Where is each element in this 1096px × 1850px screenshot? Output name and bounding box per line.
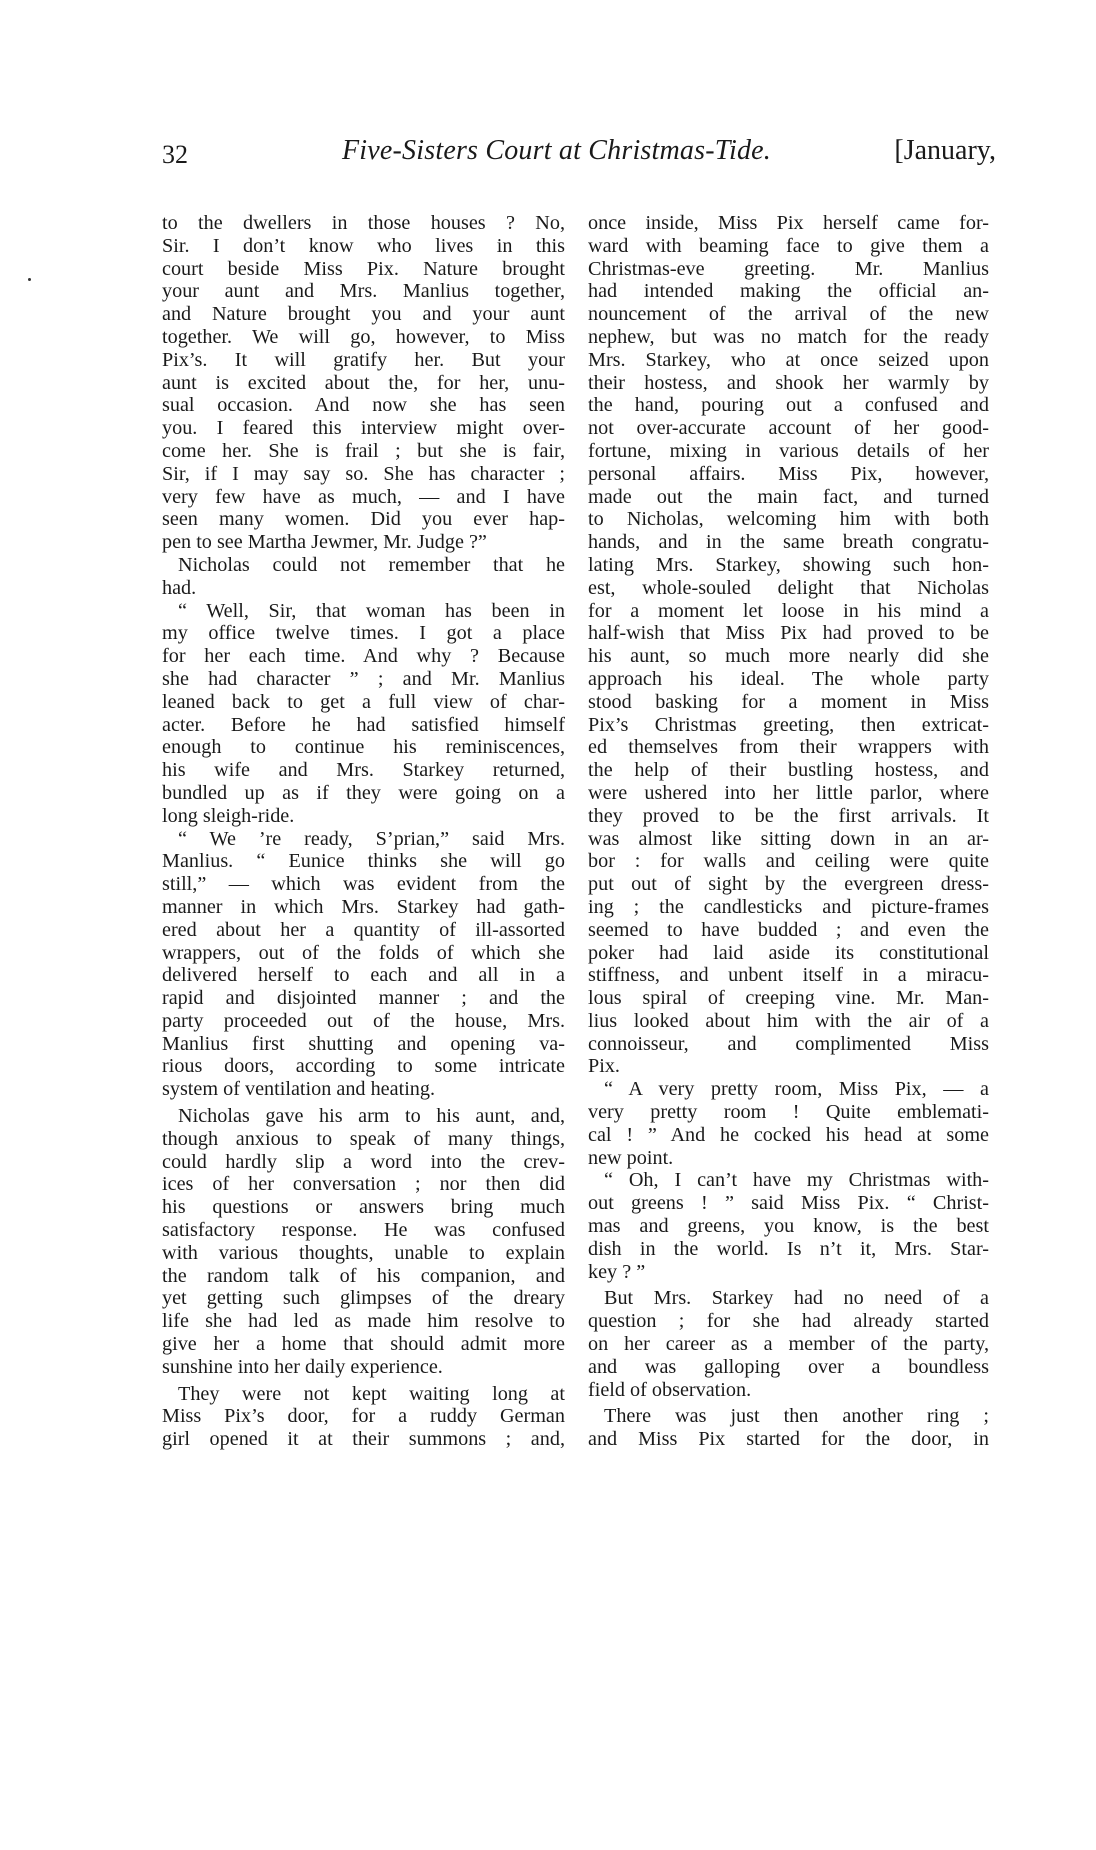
text-line: [588, 463, 989, 486]
text-line: [588, 577, 989, 600]
text-line: [162, 1196, 565, 1219]
text-line: [162, 554, 565, 577]
text-line: [588, 1356, 989, 1379]
text-line: [588, 1055, 989, 1078]
text-line-content: had intended making the official an-: [588, 280, 989, 303]
text-line-content: my office twelve times. I got a place: [162, 622, 565, 645]
text-line: [588, 531, 989, 554]
text-line: [588, 440, 989, 463]
text-line: [162, 394, 565, 417]
text-line: [162, 258, 565, 281]
text-line: [588, 987, 989, 1010]
text-line-content: for a moment let loose in his mind a: [588, 599, 989, 622]
text-line: [162, 600, 565, 623]
text-line-content: nouncement of the arrival of the new: [588, 303, 989, 326]
text-line: [162, 1428, 565, 1451]
text-line: [588, 554, 989, 577]
text-line-content: manner in which Mrs. Starkey had gath-: [162, 895, 565, 918]
text-line-content: and Miss Pix started for the door, in: [588, 1428, 989, 1451]
text-line-content: new point.: [588, 1146, 674, 1169]
text-line: [588, 919, 989, 942]
text-line-content: ward with beaming face to give them a: [588, 234, 989, 257]
text-line: [588, 1169, 989, 1192]
text-line-content: field of observation.: [588, 1378, 752, 1401]
text-line-content: stiffness, and unbent itself in a miracu-: [588, 964, 989, 987]
text-line-content: But Mrs. Starkey had no need of a: [604, 1287, 989, 1310]
text-line-content: rious doors, according to some intricate: [162, 1055, 565, 1078]
text-line: [588, 1428, 989, 1451]
text-line-content: seemed to have budded ; and even the: [588, 918, 989, 941]
text-line-content: personal affairs. Miss Pix, however,: [588, 462, 989, 485]
text-line: [162, 508, 565, 531]
text-line: [162, 782, 565, 805]
text-column-left: [162, 212, 565, 1451]
text-line-content: ing ; the candlesticks and picture-frames: [588, 895, 989, 918]
text-line: [588, 280, 989, 303]
text-line-content: life she had led as made him resolve to: [162, 1310, 565, 1333]
text-line-content: long sleigh-ride.: [162, 804, 295, 827]
text-line: [162, 1405, 565, 1428]
text-line-content: connoisseur, and complimented Miss: [588, 1032, 989, 1055]
text-line: [162, 1356, 565, 1379]
text-line: [162, 1033, 565, 1056]
text-line-content: though anxious to speak of many things,: [162, 1127, 565, 1150]
text-line: [162, 668, 565, 691]
text-line: [588, 1124, 989, 1147]
text-line-content: system of ventilation and heating.: [162, 1078, 436, 1101]
text-line-content: Miss Pix’s door, for a ruddy German: [162, 1405, 565, 1428]
text-line-content: come her. She is frail ; but she is fair,: [162, 439, 565, 462]
text-line: [588, 1101, 989, 1124]
text-line: [588, 303, 989, 326]
text-line-content: ered about her a quantity of ill-assorted: [162, 918, 565, 941]
text-line: [588, 805, 989, 828]
text-line-content: lating Mrs. Starkey, showing such hon-: [588, 553, 989, 576]
text-line-content: leaned back to get a full view of char-: [162, 690, 565, 713]
text-line: [162, 1383, 565, 1406]
text-line: [588, 1010, 989, 1033]
text-line: [162, 531, 565, 554]
text-line-content: girl opened it at their summons ; and,: [162, 1428, 565, 1451]
text-line: [588, 828, 989, 851]
text-line-content: put out of sight by the evergreen dress-: [588, 873, 989, 896]
text-line: [588, 1379, 989, 1402]
text-line: [162, 1078, 565, 1101]
text-line: [162, 1219, 565, 1242]
text-line-content: Nicholas could not remember that he: [178, 553, 565, 576]
text-line: [588, 1333, 989, 1356]
text-line-content: satisfactory response. He was confused: [162, 1219, 565, 1242]
text-line: [162, 964, 565, 987]
text-line-content: very pretty room ! Quite emblemati-: [588, 1101, 989, 1124]
text-line-content: mas and greens, you know, is the best: [588, 1215, 989, 1238]
text-line: [162, 622, 565, 645]
text-line: [588, 212, 989, 235]
text-line-content: ed themselves from their wrappers with: [588, 736, 989, 759]
text-line-content: Pix’s. It will gratify her. But your: [162, 348, 565, 371]
text-line: [162, 691, 565, 714]
text-line: [162, 759, 565, 782]
running-month: [January,: [894, 135, 996, 166]
text-line-content: They were not kept waiting long at: [178, 1382, 565, 1405]
scan-speck: [28, 278, 31, 281]
text-line-content: dish in the world. Is n’t it, Mrs. Star-: [588, 1237, 989, 1260]
text-line-content: the help of their bustling hostess, and: [588, 759, 989, 782]
running-title: Five-Sisters Court at Christmas-Tide.: [342, 135, 771, 166]
text-line-content: nephew, but was no match for the ready: [588, 325, 989, 348]
text-line-content: half-wish that Miss Pix had proved to be: [588, 622, 989, 645]
text-line: [588, 1033, 989, 1056]
text-line: [588, 691, 989, 714]
text-line: [162, 280, 565, 303]
text-line-content: pen to see Martha Jewmer, Mr. Judge ?”: [162, 531, 487, 554]
text-line-content: his aunt, so much more nearly did she: [588, 645, 989, 668]
text-line: [162, 896, 565, 919]
text-line-content: not over-accurate account of her good-: [588, 417, 989, 440]
text-line-content: very few have as much, — and I have: [162, 485, 565, 508]
text-line-content: to Nicholas, welcoming him with both: [588, 508, 989, 531]
text-line: [588, 1261, 989, 1284]
text-line-content: Manlius. “ Eunice thinks she will go: [162, 850, 565, 873]
text-line: [588, 326, 989, 349]
text-line-content: enough to continue his reminiscences,: [162, 736, 565, 759]
text-line-content: Pix.: [588, 1055, 620, 1078]
text-line-content: question ; for she had already started: [588, 1310, 989, 1333]
text-line: [588, 645, 989, 668]
text-line: [588, 258, 989, 281]
text-line-content: for her each time. And why ? Because: [162, 645, 565, 668]
text-line: [162, 919, 565, 942]
text-line-content: his questions or answers bring much: [162, 1196, 565, 1219]
text-line-content: Mrs. Starkey, who at once seized upon: [588, 348, 989, 371]
text-line: [588, 759, 989, 782]
text-line: [588, 486, 989, 509]
text-line-content: and Nature brought you and your aunt: [162, 303, 565, 326]
text-line-content: acter. Before he had satisfied himself: [162, 713, 565, 736]
text-line-content: delivered herself to each and all in a: [162, 964, 565, 987]
text-line-content: give her a home that should admit more: [162, 1333, 565, 1356]
text-line-content: the random talk of his companion, and: [162, 1264, 565, 1287]
text-line: [162, 463, 565, 486]
text-line-content: Manlius first shutting and opening va-: [162, 1032, 565, 1055]
text-line-content: “ Oh, I can’t have my Christmas with-: [604, 1169, 989, 1192]
text-line-content: and was galloping over a boundless: [588, 1355, 989, 1378]
text-line-content: hands, and in the same breath congratu-: [588, 531, 989, 554]
text-line-content: seen many women. Did you ever hap-: [162, 508, 565, 531]
text-line-content: on her career as a member of the party,: [588, 1333, 989, 1356]
text-line-content: bor : for walls and ceiling were quite: [588, 850, 989, 873]
text-line-content: aunt is excited about the, for her, unu-: [162, 371, 565, 394]
text-line-content: There was just then another ring ;: [604, 1405, 989, 1428]
text-line: [588, 349, 989, 372]
text-line: [162, 212, 565, 235]
text-line-content: “ We ’re ready, S’prian,” said Mrs.: [178, 827, 565, 850]
text-line: [162, 1242, 565, 1265]
text-line-content: key ? ”: [588, 1260, 646, 1283]
text-line-content: together. We will go, however, to Miss: [162, 325, 565, 348]
text-line-content: still,” — which was evident from the: [162, 873, 565, 896]
text-line-content: you. I feared this interview might over-: [162, 417, 565, 440]
text-line-content: were ushered into her little parlor, where: [588, 781, 989, 804]
text-line-content: his wife and Mrs. Starkey returned,: [162, 759, 565, 782]
text-line: [162, 1173, 565, 1196]
text-line: [162, 645, 565, 668]
text-line: [588, 714, 989, 737]
text-line-content: stood basking for a moment in Miss: [588, 690, 989, 713]
text-line-content: lous spiral of creeping vine. Mr. Man-: [588, 987, 989, 1010]
text-line-content: Pix’s Christmas greeting, then extricat-: [588, 713, 989, 736]
text-line-content: she had character ” ; and Mr. Manlius: [162, 667, 565, 690]
text-line-content: ices of her conversation ; nor then did: [162, 1173, 565, 1196]
text-line-content: bundled up as if they were going on a: [162, 781, 565, 804]
text-line-content: party proceeded out of the house, Mrs.: [162, 1009, 565, 1032]
text-line: [588, 235, 989, 258]
text-line: [162, 873, 565, 896]
text-line: [162, 349, 565, 372]
page-number: 32: [162, 140, 188, 169]
text-line-content: out greens ! ” said Miss Pix. “ Christ-: [588, 1192, 989, 1215]
text-line: [588, 600, 989, 623]
running-head: [160, 132, 996, 176]
text-line: [162, 1287, 565, 1310]
text-line-content: “ Well, Sir, that woman has been in: [178, 599, 565, 622]
text-line: [162, 1128, 565, 1151]
text-line-content: “ A very pretty room, Miss Pix, — a: [604, 1078, 989, 1101]
text-line: [162, 850, 565, 873]
text-line: [588, 736, 989, 759]
text-line-content: Sir, if I may say so. She has character ;: [162, 462, 565, 485]
text-line: [588, 782, 989, 805]
text-line: [588, 1192, 989, 1215]
text-line: [162, 1105, 565, 1128]
text-line: [162, 828, 565, 851]
text-line: [162, 1151, 565, 1174]
text-line: [588, 394, 989, 417]
text-line-content: was almost like sitting down in an ar-: [588, 827, 989, 850]
text-line-content: once inside, Miss Pix herself came for-: [588, 212, 989, 234]
text-line-content: approach his ideal. The whole party: [588, 667, 989, 690]
text-line-content: cal ! ” And he cocked his head at some: [588, 1123, 989, 1146]
text-line: [588, 942, 989, 965]
text-line: [162, 1010, 565, 1033]
text-line: [162, 1310, 565, 1333]
text-line-content: poker had laid aside its constitutional: [588, 941, 989, 964]
text-line-content: their hostess, and shook her warmly by: [588, 371, 989, 394]
text-line-content: court beside Miss Pix. Nature brought: [162, 257, 565, 280]
text-line: [588, 1215, 989, 1238]
text-column-right: [588, 212, 989, 1451]
text-line-content: could hardly slip a word into the crev-: [162, 1150, 565, 1173]
text-line: [162, 1055, 565, 1078]
text-line: [588, 508, 989, 531]
text-line: [162, 303, 565, 326]
text-line: [588, 417, 989, 440]
text-line-content: lius looked about him with the air of a: [588, 1009, 989, 1032]
text-line: [588, 1078, 989, 1101]
text-line: [588, 1310, 989, 1333]
text-line: [162, 372, 565, 395]
text-line-content: made out the main fact, and turned: [588, 485, 989, 508]
text-line: [588, 668, 989, 691]
text-line-content: had.: [162, 576, 197, 599]
text-line: [588, 1147, 989, 1170]
text-line: [588, 1287, 989, 1310]
text-line: [588, 896, 989, 919]
text-line-content: Nicholas gave his arm to his aunt, and,: [178, 1105, 565, 1128]
text-line: [162, 577, 565, 600]
text-line: [162, 235, 565, 258]
text-line: [588, 1238, 989, 1261]
text-line-content: Sir. I don’t know who lives in this: [162, 234, 565, 257]
text-line-content: to the dwellers in those houses ? No,: [162, 212, 565, 234]
text-line: [162, 805, 565, 828]
text-line-content: yet getting such glimpses of the dreary: [162, 1287, 565, 1310]
text-line-content: est, whole-souled delight that Nicholas: [588, 576, 989, 599]
text-line-content: wrappers, out of the folds of which she: [162, 941, 565, 964]
text-line-content: the hand, pouring out a confused and: [588, 394, 989, 417]
text-line-content: they proved to be the first arrivals. It: [588, 804, 989, 827]
text-line: [162, 1265, 565, 1288]
text-line: [588, 372, 989, 395]
text-line-content: fortune, mixing in various details of her: [588, 439, 989, 462]
text-line: [588, 964, 989, 987]
text-line-content: with various thoughts, unable to explain: [162, 1241, 565, 1264]
text-line: [162, 326, 565, 349]
text-line: [162, 942, 565, 965]
text-line-content: rapid and disjointed manner ; and the: [162, 987, 565, 1010]
text-line: [162, 486, 565, 509]
text-line: [162, 714, 565, 737]
text-line: [162, 987, 565, 1010]
text-line-content: your aunt and Mrs. Manlius together,: [162, 280, 565, 303]
text-line: [162, 736, 565, 759]
text-line-content: sual occasion. And now she has seen: [162, 394, 565, 417]
text-line: [588, 850, 989, 873]
text-line: [588, 1405, 989, 1428]
text-line: [162, 417, 565, 440]
text-line: [162, 1333, 565, 1356]
text-line: [588, 622, 989, 645]
text-line: [588, 873, 989, 896]
text-line-content: Christmas-eve greeting. Mr. Manlius: [588, 257, 989, 280]
text-line: [162, 440, 565, 463]
text-line-content: sunshine into her daily experience.: [162, 1355, 443, 1378]
